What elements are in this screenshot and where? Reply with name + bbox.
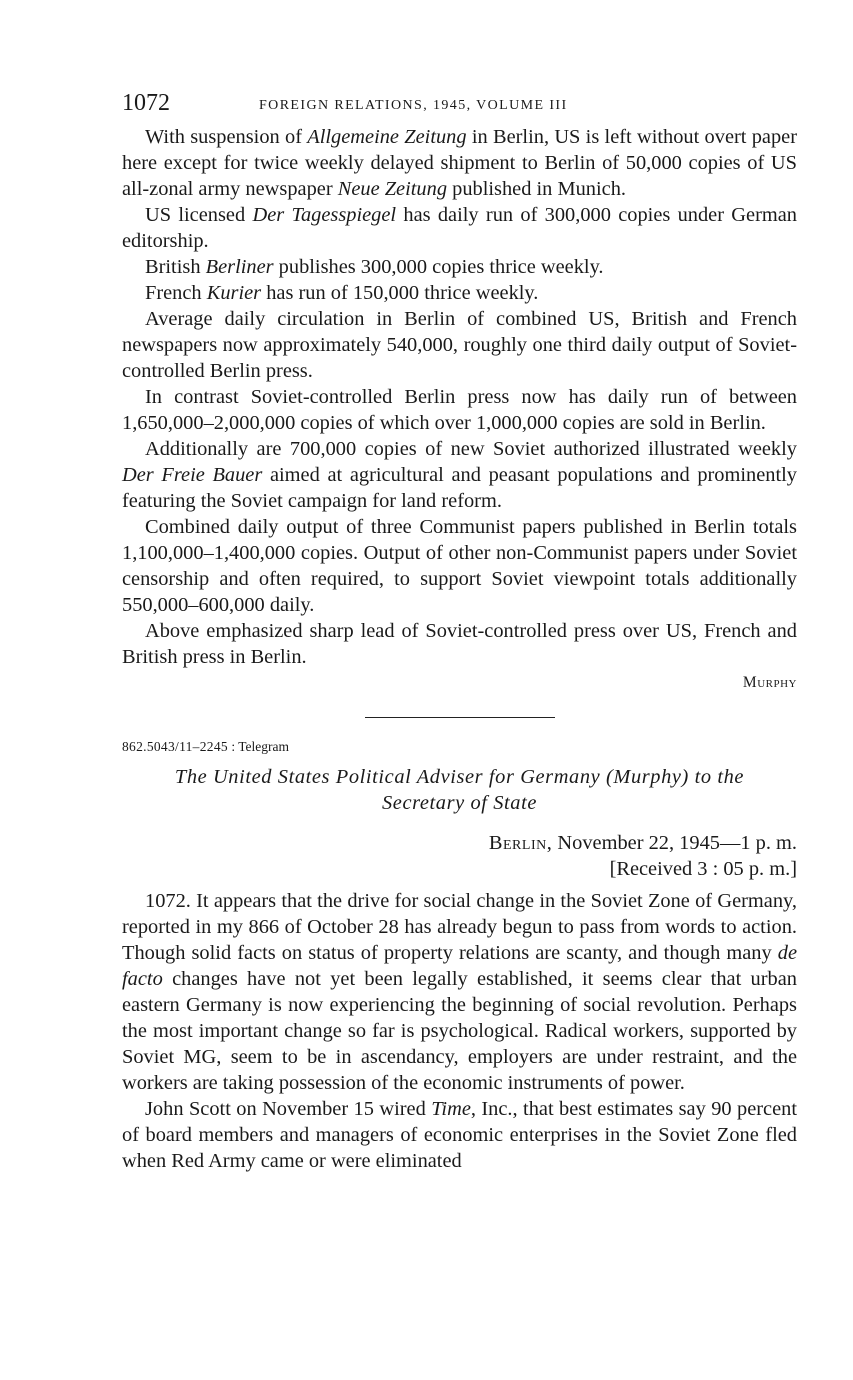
page-number: 1072 xyxy=(122,90,170,116)
text-run: British xyxy=(145,256,206,278)
paragraph xyxy=(122,618,797,670)
heading-line: The United States Political Adviser for Germany (Murphy) to the xyxy=(174,766,745,788)
file-reference xyxy=(122,737,797,757)
dateline-place: Berlin, xyxy=(488,832,553,854)
text-run: Additionally are 700,000 copies of new Soviet authorized illustrated weekly xyxy=(145,438,797,460)
file-type: : Telegram xyxy=(231,739,289,754)
telegram-body xyxy=(122,888,797,1174)
paragraph xyxy=(122,254,797,280)
text-run: Combined daily output of three Communist papers published in Berlin totals 1,100,000–1,400,000 copies. Output of other non-Communist papers under Soviet censorship and often required, to support Soviet viewpoint totals additionally 550,000–600,000 daily. xyxy=(122,516,797,616)
paragraph xyxy=(122,514,797,618)
paragraph xyxy=(122,1096,797,1174)
paragraph xyxy=(122,280,797,306)
running-header xyxy=(122,90,797,124)
text-run: , Inc., that best estimates say 90 percent of board members and managers of economic enterprises in the Soviet Zone fled when Red Army came or were eliminated xyxy=(122,1098,797,1172)
italic-text: Time xyxy=(431,1098,471,1120)
text-run: published in Munich. xyxy=(447,178,627,200)
signature: Murphy xyxy=(742,674,797,691)
file-number: 862.5043/11–2245 xyxy=(122,739,228,754)
text-run: in Berlin, US is left without overt paper here except for twice weekly delayed shipment to Berlin of 50,000 copies of US all-zonal army newspaper xyxy=(122,126,798,200)
telegram-continuation xyxy=(122,124,797,695)
text-run: In contrast Soviet-controlled Berlin press now has daily run of between 1,650,000–2,000,000 copies of which over 1,000,000 copies are sold in Berlin. xyxy=(122,386,797,434)
paragraph xyxy=(122,888,797,1096)
text-run: With suspension of xyxy=(145,126,308,148)
italic-text: Berliner xyxy=(205,256,274,278)
paragraph xyxy=(122,124,797,202)
text-run: 1072. It appears that the drive for social change in the Soviet Zone of Germany, reported in my 866 of October 28 has already begun to pass from words to action. Though solid facts on status of property relations are scanty, and though many xyxy=(122,890,797,964)
text-run: Average daily circulation in Berlin of combined US, British and French newspapers now approximately 540,000, roughly one third daily output of Soviet-controlled Berlin press. xyxy=(122,308,797,382)
running-title: FOREIGN RELATIONS, 1945, VOLUME III xyxy=(259,98,568,113)
section-divider xyxy=(365,717,555,718)
text-run: John Scott on November 15 wired xyxy=(145,1098,432,1120)
text-run: changes have not yet been legally established, it seems clear that urban eastern Germany is now experiencing the beginning of social revolution. Perhaps the most important change so far is psychological. Radical workers, supported by Soviet MG, seem to be in ascendancy, employers are under restraint, and the workers are taking possession of the economic instruments of power. xyxy=(122,968,797,1094)
italic-text: Der Freie Bauer xyxy=(122,464,263,486)
text-run: French xyxy=(145,282,207,304)
text-run: US licensed xyxy=(145,204,253,226)
dateline-date: November 22, 1945—1 p. m. xyxy=(552,832,797,854)
italic-text: Der Tagesspiegel xyxy=(252,204,397,226)
received-time: [Received 3 : 05 p. m.] xyxy=(609,858,797,880)
text-run: Above emphasized sharp lead of Soviet-controlled press over US, French and British press in Berlin. xyxy=(122,620,797,668)
text-run: has daily run of 300,000 copies under German editorship. xyxy=(122,204,797,252)
italic-text: Kurier xyxy=(206,282,262,304)
paragraph xyxy=(122,436,797,514)
dateline xyxy=(122,830,797,856)
paragraph xyxy=(122,306,797,384)
heading-line: Secretary of State xyxy=(382,792,537,814)
text-run: aimed at agricultural and peasant populations and prominently featuring the Soviet campaign for land reform. xyxy=(122,464,797,512)
text-run: has run of 150,000 thrice weekly. xyxy=(261,282,539,304)
italic-text: Neue Zeitung xyxy=(337,178,448,200)
text-run: publishes 300,000 copies thrice weekly. xyxy=(273,256,604,278)
document-heading xyxy=(122,764,797,816)
italic-text: Allgemeine Zeitung xyxy=(307,126,467,148)
italic-text: de facto xyxy=(122,942,797,990)
document-page xyxy=(122,90,797,1174)
paragraph xyxy=(122,202,797,254)
paragraph xyxy=(122,384,797,436)
